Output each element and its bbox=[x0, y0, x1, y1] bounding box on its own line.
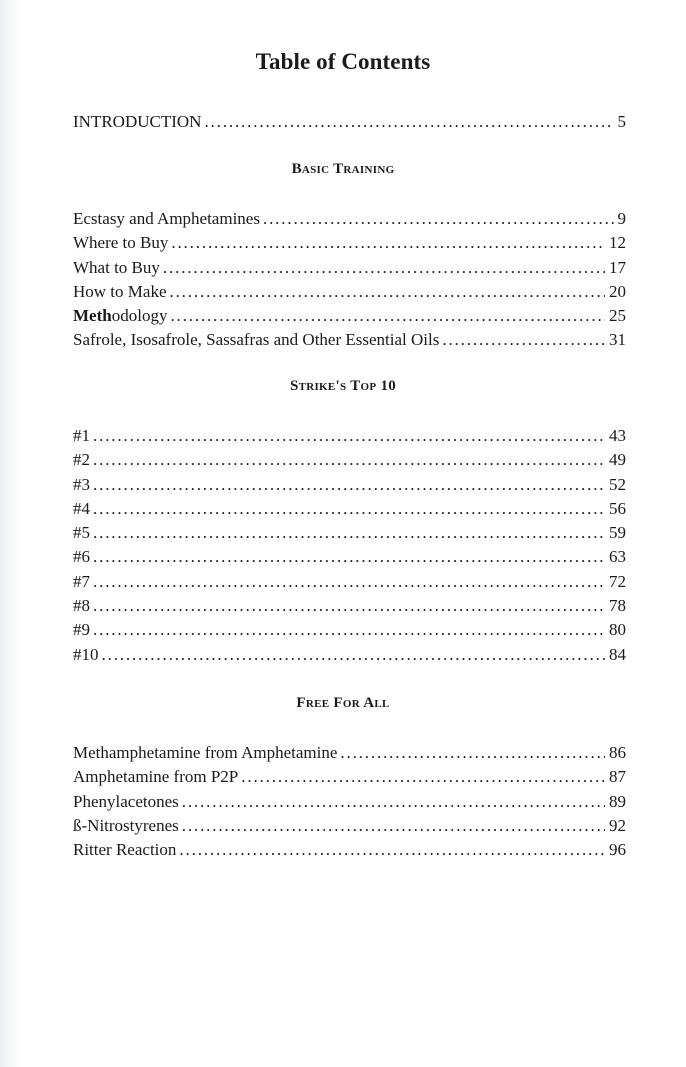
toc-entry bbox=[73, 790, 626, 814]
toc-entry bbox=[73, 594, 626, 618]
toc-entry-label: INTRODUCTION bbox=[73, 112, 202, 131]
dot-leader bbox=[93, 448, 605, 472]
dot-leader bbox=[182, 790, 605, 814]
toc-entry-page: 43 bbox=[609, 426, 626, 445]
toc-entry bbox=[73, 110, 626, 134]
toc-entry-page: 92 bbox=[609, 815, 626, 835]
dot-leader bbox=[171, 231, 605, 255]
dot-leader bbox=[93, 594, 605, 618]
toc-entry-label: #8 bbox=[73, 596, 90, 616]
dot-leader bbox=[179, 838, 605, 862]
dot-leader bbox=[93, 521, 605, 545]
toc-entry bbox=[73, 643, 626, 667]
toc-section-free-for-all bbox=[73, 741, 626, 862]
toc-entry-label: #7 bbox=[73, 571, 90, 591]
toc-entry-page: 31 bbox=[609, 330, 626, 350]
toc-entry bbox=[73, 838, 626, 862]
toc-entry-label: Where to Buy bbox=[73, 233, 169, 253]
dot-leader bbox=[170, 304, 605, 328]
dot-leader bbox=[340, 741, 605, 765]
dot-leader bbox=[204, 110, 613, 134]
toc-entry-label-rest: odology bbox=[111, 306, 168, 326]
section-heading-basic-training: Basic Training bbox=[291, 161, 395, 177]
toc-entry bbox=[73, 473, 626, 497]
toc-entry-label: #10 bbox=[73, 644, 99, 664]
toc-entry-page: 12 bbox=[609, 233, 626, 253]
dot-leader bbox=[93, 473, 605, 497]
toc-entry-page: 96 bbox=[609, 840, 626, 860]
toc-entry bbox=[73, 497, 626, 521]
toc-entry-page: 56 bbox=[609, 498, 626, 518]
toc-entry-label: Amphetamine from P2P bbox=[73, 767, 239, 787]
toc-entry-label: Methamphetamine from Amphetamine bbox=[73, 743, 338, 762]
toc-section-basic-training bbox=[73, 207, 626, 353]
toc-entry bbox=[73, 570, 626, 594]
dot-leader bbox=[263, 207, 614, 231]
toc-entry-page: 87 bbox=[609, 767, 626, 787]
toc-entry bbox=[73, 231, 626, 255]
toc-entry bbox=[73, 256, 626, 280]
toc-entry bbox=[73, 814, 626, 838]
dot-leader bbox=[182, 814, 605, 838]
toc-section-strikes-top-10 bbox=[73, 424, 626, 667]
toc-entry-label bbox=[73, 304, 170, 328]
section-heading-strikes-top-10: Strike's Top 10 bbox=[289, 378, 397, 394]
toc-entry-label: What to Buy bbox=[73, 257, 160, 277]
toc-entry bbox=[73, 280, 626, 304]
toc-entry-page: 80 bbox=[609, 620, 626, 640]
toc-entry-label: ß-Nitrostyrenes bbox=[73, 815, 179, 835]
toc-entry-label: #1 bbox=[73, 426, 90, 445]
toc-entry-page: 84 bbox=[609, 644, 626, 664]
toc-entry bbox=[73, 448, 626, 472]
dot-leader bbox=[102, 643, 606, 667]
dot-leader bbox=[169, 280, 605, 304]
toc-entry-page: 17 bbox=[609, 257, 626, 277]
toc-entry-label: Phenylacetones bbox=[73, 791, 179, 811]
toc-entry-page: 72 bbox=[609, 571, 626, 591]
toc-entry-page: 52 bbox=[609, 474, 626, 494]
toc-entry-page: 86 bbox=[609, 743, 626, 762]
toc-entry bbox=[73, 304, 626, 328]
page-title: Table of Contents bbox=[255, 49, 431, 74]
dot-leader bbox=[93, 570, 605, 594]
toc-entry bbox=[73, 424, 626, 448]
toc-entry-label: Ecstasy and Amphetamines bbox=[73, 209, 260, 228]
toc-entry-page: 63 bbox=[609, 547, 626, 567]
section-heading-free-for-all: Free For All bbox=[296, 695, 390, 711]
toc-entry bbox=[73, 328, 626, 352]
dot-leader bbox=[93, 618, 605, 642]
toc-entry-page: 49 bbox=[609, 450, 626, 470]
toc-entry bbox=[73, 741, 626, 765]
toc-entry-label: #6 bbox=[73, 547, 90, 567]
toc-entry-page: 5 bbox=[617, 112, 626, 131]
toc-entry bbox=[73, 765, 626, 789]
toc-entry bbox=[73, 618, 626, 642]
dot-leader bbox=[93, 545, 605, 569]
toc-entry-page: 59 bbox=[609, 523, 626, 543]
toc-entry bbox=[73, 207, 626, 231]
toc-entry-label: How to Make bbox=[73, 281, 167, 301]
toc-entry-page: 89 bbox=[609, 791, 626, 811]
toc-entry-label-bold: Meth bbox=[73, 306, 112, 326]
toc-entry bbox=[73, 521, 626, 545]
toc-intro-group bbox=[73, 110, 626, 134]
toc-entry-label: Ritter Reaction bbox=[73, 840, 177, 860]
toc-entry-page: 9 bbox=[617, 209, 626, 228]
toc-entry-page: 20 bbox=[609, 281, 626, 301]
toc-entry-page: 78 bbox=[609, 596, 626, 616]
dot-leader bbox=[241, 765, 605, 789]
toc-entry-label: #4 bbox=[73, 498, 90, 518]
dot-leader bbox=[163, 256, 605, 280]
toc-entry bbox=[73, 545, 626, 569]
dot-leader bbox=[442, 328, 605, 352]
toc-entry-label: Safrole, Isosafrole, Sassafras and Other Essential Oils bbox=[73, 330, 440, 350]
toc-entry-label: #3 bbox=[73, 474, 90, 494]
toc-entry-label: #9 bbox=[73, 620, 90, 640]
toc-entry-label: #2 bbox=[73, 450, 90, 470]
dot-leader bbox=[93, 424, 605, 448]
toc-entry-page: 25 bbox=[609, 306, 626, 326]
toc-entry-label: #5 bbox=[73, 523, 90, 543]
dot-leader bbox=[93, 497, 605, 521]
